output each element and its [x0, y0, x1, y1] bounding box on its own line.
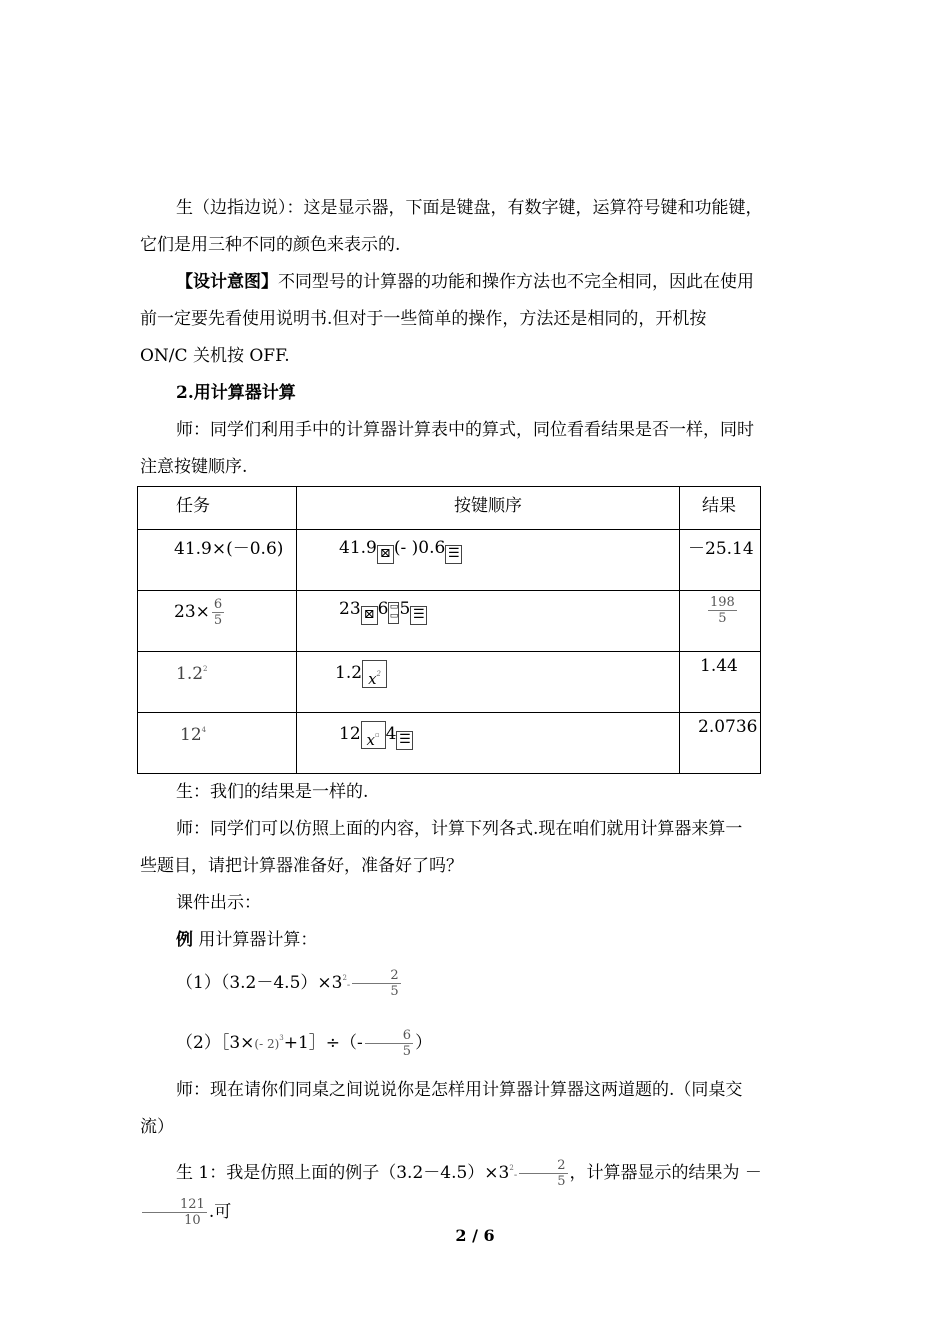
equation-1: $(1)(3.2-4.5)\times 3^2-$ $\frac{2}{5}$: [176, 968, 399, 999]
paragraph-line: 生：我们的结果是一样的.: [176, 782, 369, 802]
task-cell: $1.2^2$: [138, 652, 297, 713]
equation-2: （2）［3×(- 2)$^3$+1］÷（- $\frac{6}{5}$ ）: [176, 1028, 433, 1059]
table-row: [138, 652, 761, 713]
result-cell: [680, 591, 761, 652]
example-heading: [140, 922, 812, 959]
paragraph-line: 课件出示：: [176, 893, 261, 913]
paragraph-line: 前一定要先看使用说明书.但对于一些简单的操作，方法还是相同的，开机按: [140, 309, 707, 329]
example-text: 用计算器计算：: [198, 930, 318, 950]
keys-cell: 41.9 ⊠ (- )0.6 ☰: [297, 530, 680, 591]
equals-key-icon: ☰: [410, 606, 427, 625]
table-row: [138, 591, 761, 652]
result-cell: 2.0736: [680, 713, 761, 774]
design-intent-text: 不同型号的计算器的功能和操作方法也不完全相同，因此在使用: [278, 272, 754, 292]
paragraph-line: 师：现在请你们同桌之间说说你是怎样用计算器计算器这两道题的.（同桌交: [176, 1080, 743, 1100]
table-row: [138, 713, 761, 774]
section-heading: 2.用计算器计算: [176, 383, 296, 403]
multiply-key-icon: ⊠: [377, 545, 394, 564]
result-cell: 1.44: [680, 652, 761, 713]
table-header-cell: 按键顺序: [297, 487, 680, 530]
task-cell: 41.9×(－0.6): [138, 530, 297, 591]
table-header-cell: 任务: [138, 487, 297, 530]
equals-key-icon: ☰: [445, 545, 462, 564]
paragraph-line: 生 1：我是仿照上面的例子$(3.2-4.5)\times 3^2-$ $\frac{2}{5}$ ，计算器显示的结果为 － $\frac{121}{10}$ .可: [140, 1150, 812, 1231]
task-cell: 23× $\frac{6}{5}$: [138, 591, 297, 652]
equals-key-icon: ☰: [396, 731, 413, 750]
paragraph-line: ON/C 关机按 OFF.: [140, 346, 290, 366]
keys-cell: 1.2 $x^2$: [297, 652, 680, 713]
design-intent-paragraph: [140, 264, 812, 301]
square-key-icon: $x^2$: [362, 660, 387, 688]
fraction: $\frac{198}{5}$: [710, 595, 735, 626]
fraction: $\frac{6}{5}$: [213, 597, 223, 628]
paragraph-line: 师：同学们利用手中的计算器计算表中的算式，同位看看结果是否一样，同时: [176, 420, 754, 440]
power-key-icon: x▫: [361, 721, 386, 749]
paragraph-line: 师：同学们可以仿照上面的内容，计算下列各式.现在咱们就用计算器来算一: [176, 819, 743, 839]
page-number: 2 / 6: [455, 1226, 495, 1245]
design-intent-label: 【设计意图】: [176, 272, 278, 292]
table-row: [138, 530, 761, 591]
example-label: 例: [176, 930, 193, 950]
keys-cell: 12 x▫ 4 ☰: [297, 713, 680, 774]
table-header-cell: 结果: [680, 487, 761, 530]
task-cell: $12^4$: [138, 713, 297, 774]
paragraph-line: 些题目，请把计算器准备好，准备好了吗？: [140, 856, 463, 876]
paragraph-line: 注意按键顺序.: [140, 457, 248, 477]
paragraph-line: 生（边指边说）：这是显示器，下面是键盘，有数字键，运算符号键和功能键，: [176, 198, 763, 218]
result-cell: －25.14: [680, 530, 761, 591]
paragraph-line: 它们是用三种不同的颜色来表示的.: [140, 235, 401, 255]
fraction: $\frac{2}{5}$: [519, 1158, 567, 1189]
paragraph-line: 流）: [140, 1117, 174, 1137]
fraction: $\frac{2}{5}$: [352, 968, 400, 999]
fraction: $\frac{121}{10}$: [142, 1197, 207, 1228]
fraction-key-icon: ▭ ▭: [388, 602, 399, 624]
key-sequence-table: [137, 486, 761, 774]
multiply-key-icon: ⊠: [361, 606, 378, 625]
keys-cell: 23 ⊠ 6▭ ▭5 ☰: [297, 591, 680, 652]
fraction: $\frac{6}{5}$: [365, 1028, 413, 1059]
